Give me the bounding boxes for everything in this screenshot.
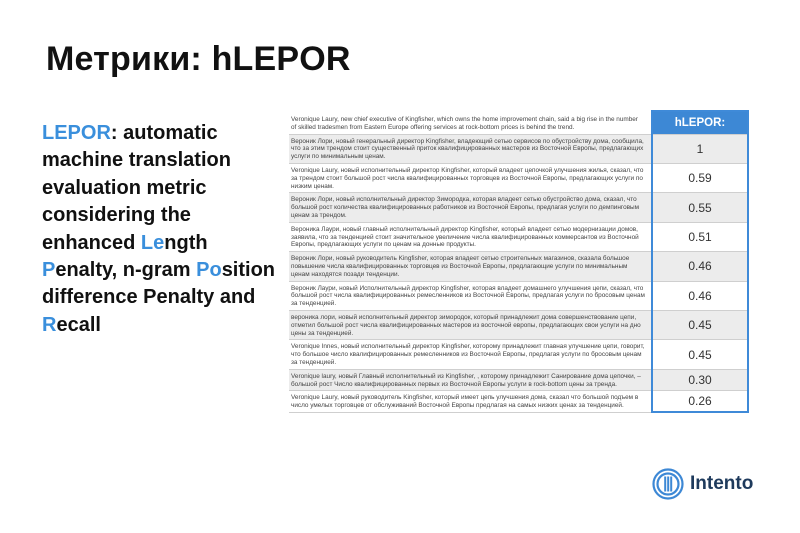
hlepor-score: 1	[652, 134, 748, 163]
table-row	[289, 134, 748, 163]
description-text: ngth	[164, 231, 208, 254]
hlepor-score: 0.46	[652, 252, 748, 281]
translation-text: Veronique Innes, новый исполнительный директор Kingfisher, которому принадлежит главная улучшение цепи, говорит, что большое число квалифицированных ремесленников из Восточной Европы, предлагая услуги по бросовым ценам за тенденцией.	[289, 340, 652, 369]
description-text: sition difference Penalty and	[42, 259, 276, 309]
hlepor-score: 0.46	[652, 281, 748, 310]
description-text: ecall	[56, 313, 101, 336]
table-row	[289, 163, 748, 192]
hlepor-score: 0.59	[652, 163, 748, 192]
metric-description	[42, 120, 282, 339]
translation-score-table	[289, 110, 749, 413]
comparison-table-wrap	[289, 110, 748, 413]
highlight-text: P	[42, 259, 56, 282]
translation-text: Veronique Laury, новый исполнительный директор Kingfisher, который владеет цепочкой улучшения жилья, сказал, что за трендом стоит большой рост числа квалифицированных торговцев из Восточной Европы, предлагающих услуги по низким ценам.	[289, 163, 652, 192]
table-row	[289, 369, 748, 391]
hlepor-score: 0.51	[652, 222, 748, 251]
translation-text: Вероник Лори, новый генеральный директор Kingfisher, владеющий сетью сервисов по обустройству дома, сообщила, что за этим трендом стоит существенный приток квалифицированных мастеров из Восточной Европы, предлагающих услуги по минимальным ценам.	[289, 134, 652, 163]
table-row	[289, 310, 748, 339]
source-row	[289, 111, 748, 134]
hlepor-score: 0.45	[652, 310, 748, 339]
intento-logo	[652, 468, 753, 500]
table-row	[289, 222, 748, 251]
source-text: Veronique Laury, new chief executive of Kingfisher, which owns the home improvement chain, said a big rise in the number of skilled tradesmen from Eastern Europe offering services at rock-bottom prices is behind the trend.	[291, 116, 638, 131]
translation-text: Veronique laury, новый Главный исполнительный из Kingfisher, , которому принадлежит Санирование дома цепочки, – большой рост Число квалифицированных первых из Восточной Европы услуги в rock-bottom цены за тренда.	[289, 369, 652, 391]
highlight-text: LEPOR	[42, 122, 111, 144]
highlight-text: Le	[140, 231, 165, 254]
table-row	[289, 391, 748, 413]
intento-logo-icon	[652, 468, 684, 500]
translation-text: Veronique Laury, новый руководитель Kingfisher, который имеет цепь улучшения дома, сказал что большой подъем в число умелых торговцев от обслуживаний Восточной Европы предлагая на самых низких ценах за тенденцией.	[289, 391, 652, 413]
table-row	[289, 193, 748, 222]
hlepor-score: 0.55	[652, 193, 748, 222]
highlight-text: R	[42, 313, 57, 336]
translation-text: Вероника Лаури, новый главный исполнительный директор Kingfisher, который владеет сетью модернизации домов, заявила, что за тенденцией стоит значительное увеличение числа квалифицированных коммерсантов из Восточной Европы, предлагающих услуги по ценам на донные продукты.	[289, 222, 652, 251]
logo-text: Intento	[690, 473, 754, 494]
hlepor-score: 0.30	[652, 369, 748, 391]
translation-text: Вероник Лори, новый руководитель Kingfisher, которая владеет сетью строительных магазинов, сказала большое повышение числа квалифицированных торговцев из Восточной Европы, предлагающие услуги по минимальным ценам находятся позади тенденции.	[289, 252, 652, 281]
translation-text: вероника лори, новый исполнительный директор зимородок, который принадлежит дома совершенствование цепи, отметил большой рост числа квалифицированных мастеров из восточной европы, предлагающих свои услуги на дно цены за тенденцией.	[289, 310, 652, 339]
description-text: enalty, n-gram	[55, 259, 197, 282]
translation-text: Вероник Лори, новый исполнительный директор Зимородка, которая владеет сетью обустройство дома, сказал, что большой рост количества квалифицированных работников из Восточной Европы, предлагая услуги по демпинговым ценам за трендом.	[289, 193, 652, 222]
translation-text: Вероник Лаури, новый Исполнительный директор Kingfisher, которая владеет домашнего улучшения цепи, сказал, что большой рост числа квалифицированных ремесленников из Восточной Европы, предлагая услуги по бросовым ценам за тенденцией.	[289, 281, 652, 310]
score-column-header: hLEPOR:	[652, 111, 748, 134]
page-title: Метрики: hLEPOR	[46, 40, 351, 78]
hlepor-score: 0.45	[652, 340, 748, 369]
hlepor-score: 0.26	[652, 391, 748, 413]
table-row	[289, 252, 748, 281]
description-text: : automatic machine translation evaluation metric considering the enhanced	[42, 122, 231, 254]
highlight-text: Po	[196, 259, 222, 282]
table-row	[289, 340, 748, 369]
table-row	[289, 281, 748, 310]
